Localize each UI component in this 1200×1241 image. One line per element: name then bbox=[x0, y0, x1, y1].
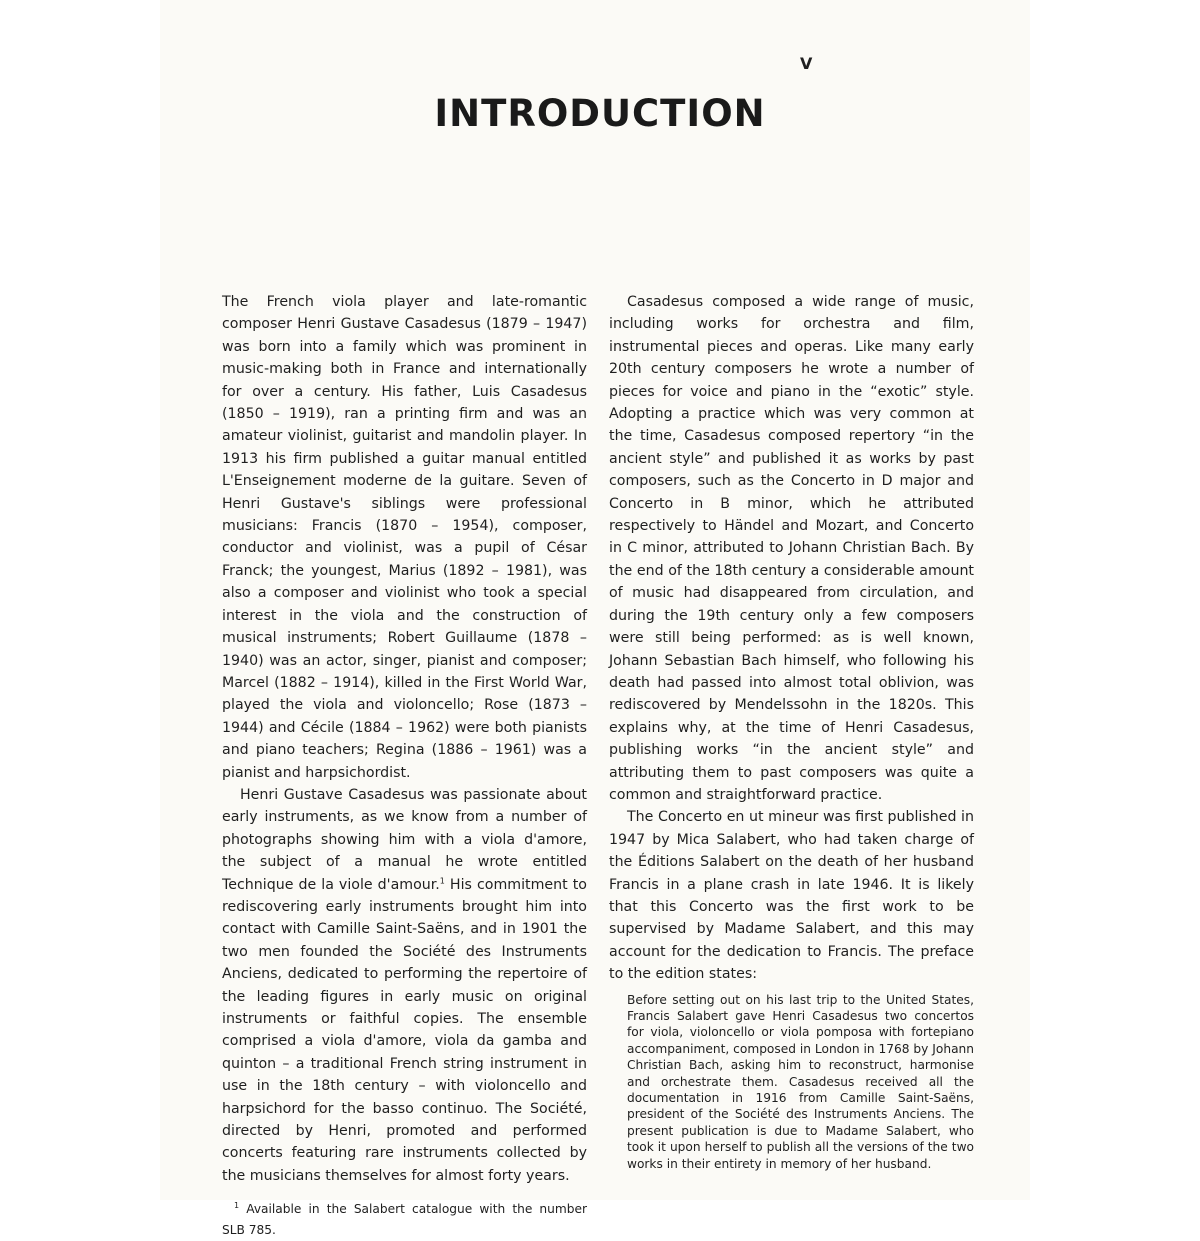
footnote-text: Available in the Salabert catalogue with the number SLB 785. bbox=[222, 1202, 587, 1238]
right-paragraph-1: Casadesus composed a wide range of music, including works for orchestra and film, instrumental pieces and operas. Like many early 20th century composers he wrote a number of pieces for voice and piano in the “exotic” style. Adopting a practice which was very common at the time, Casadesus composed repertory “in the ancient style” and published it as works by past composers, such as the Concerto in D major and Concerto in B minor, which he attributed respectively to Händel and Mozart, and Concerto in C minor, attributed to Johann Christian Bach. By the end of the 18th century a considerable amount of music had disappeared from circulation, and during the 19th century only a few composers were still being performed: as is well known, Johann Sebastian Bach himself, who following his death had passed into almost total oblivion, was rediscovered by Mendelssohn in the 1820s. This explains why, at the time of Henri Casadesus, publishing works “in the ancient style” and attributing them to past composers was quite a common and straightforward practice. bbox=[609, 294, 974, 803]
page-number: V bbox=[800, 54, 813, 73]
footnote bbox=[222, 1199, 587, 1241]
page-title: INTRODUCTION bbox=[434, 92, 766, 135]
footnote-reference: 1 bbox=[439, 875, 445, 885]
left-paragraph-2 bbox=[222, 784, 587, 1187]
block-quote: Before setting out on his last trip to the United States, Francis Salabert gave Henri Casadesus two concertos for viola, violoncello or viola pomposa with fortepiano accompaniment, composed in London in 1768 by Johann Christian Bach, asking him to reconstruct, harmonise and orchestrate them. Casadesus received all the documentation in 1916 from Camille Saint-Saëns, president of the Société des Instruments Anciens. The present publication is due to Madame Salabert, who took it upon herself to publish all the versions of the two works in their entirety in memory of her husband. bbox=[627, 992, 974, 1171]
right-column bbox=[609, 291, 974, 1172]
right-paragraph-2: The Concerto en ut mineur was first published in 1947 by Mica Salabert, who had taken charge of the Éditions Salabert on the death of her husband Francis in a plane crash in late 1946. It is likely that this Concerto was the first work to be supervised by Madame Salabert, and this may account for the dedication to Francis. The preface to the edition states: bbox=[609, 809, 974, 983]
footnote-mark: 1 bbox=[234, 1201, 240, 1211]
left-column bbox=[222, 291, 587, 1241]
left-paragraph-2-text: Henri Gustave Casadesus was passionate about early instruments, as we know from a number of photographs showing him with a viola d'amore, the subject of a manual he wrote entitled Technique de la viole d'amour. bbox=[222, 786, 587, 893]
left-paragraph-2-rest: His commitment to rediscovering early instruments brought him into contact with Camille Saint-Saëns, and in 1901 the two men founded the Société des Instruments Anciens, dedicated to performing the repertoire of the leading figures in early music on original instruments or faithful copies. The ensemble comprised a viola d'amore, viola da gamba and quinton – a traditional French string instrument in use in the 18th century – with violoncello and harpsichord for the basso continuo. The Société, directed by Henri, promoted and performed concerts featuring rare instruments collected by the musicians themselves for almost forty years. bbox=[222, 876, 587, 1184]
left-paragraph-1: The French viola player and late-romantic composer Henri Gustave Casadesus (1879 – 1947) was born into a family which was prominent in music-making both in France and internationally for over a century. His father, Luis Casadesus (1850 – 1919), ran a printing firm and was an amateur violinist, guitarist and mandolin player. In 1913 his firm published a guitar manual entitled L'Enseignement moderne de la guitare. Seven of Henri Gustave's siblings were professional musicians: Francis (1870 – 1954), composer, conductor and violinist, was a pupil of César Franck; the youngest, Marius (1892 – 1981), was also a composer and violinist who took a special interest in the viola and the construction of musical instruments; Robert Guillaume (1878 – 1940) was an actor, singer, pianist and composer; Marcel (1882 – 1914), killed in the First World War, played the viola and violoncello; Rose (1873 – 1944) and Cécile (1884 – 1962) were both pianists and piano teachers; Regina (1886 – 1961) was a pianist and harpsichordist. bbox=[222, 294, 587, 781]
